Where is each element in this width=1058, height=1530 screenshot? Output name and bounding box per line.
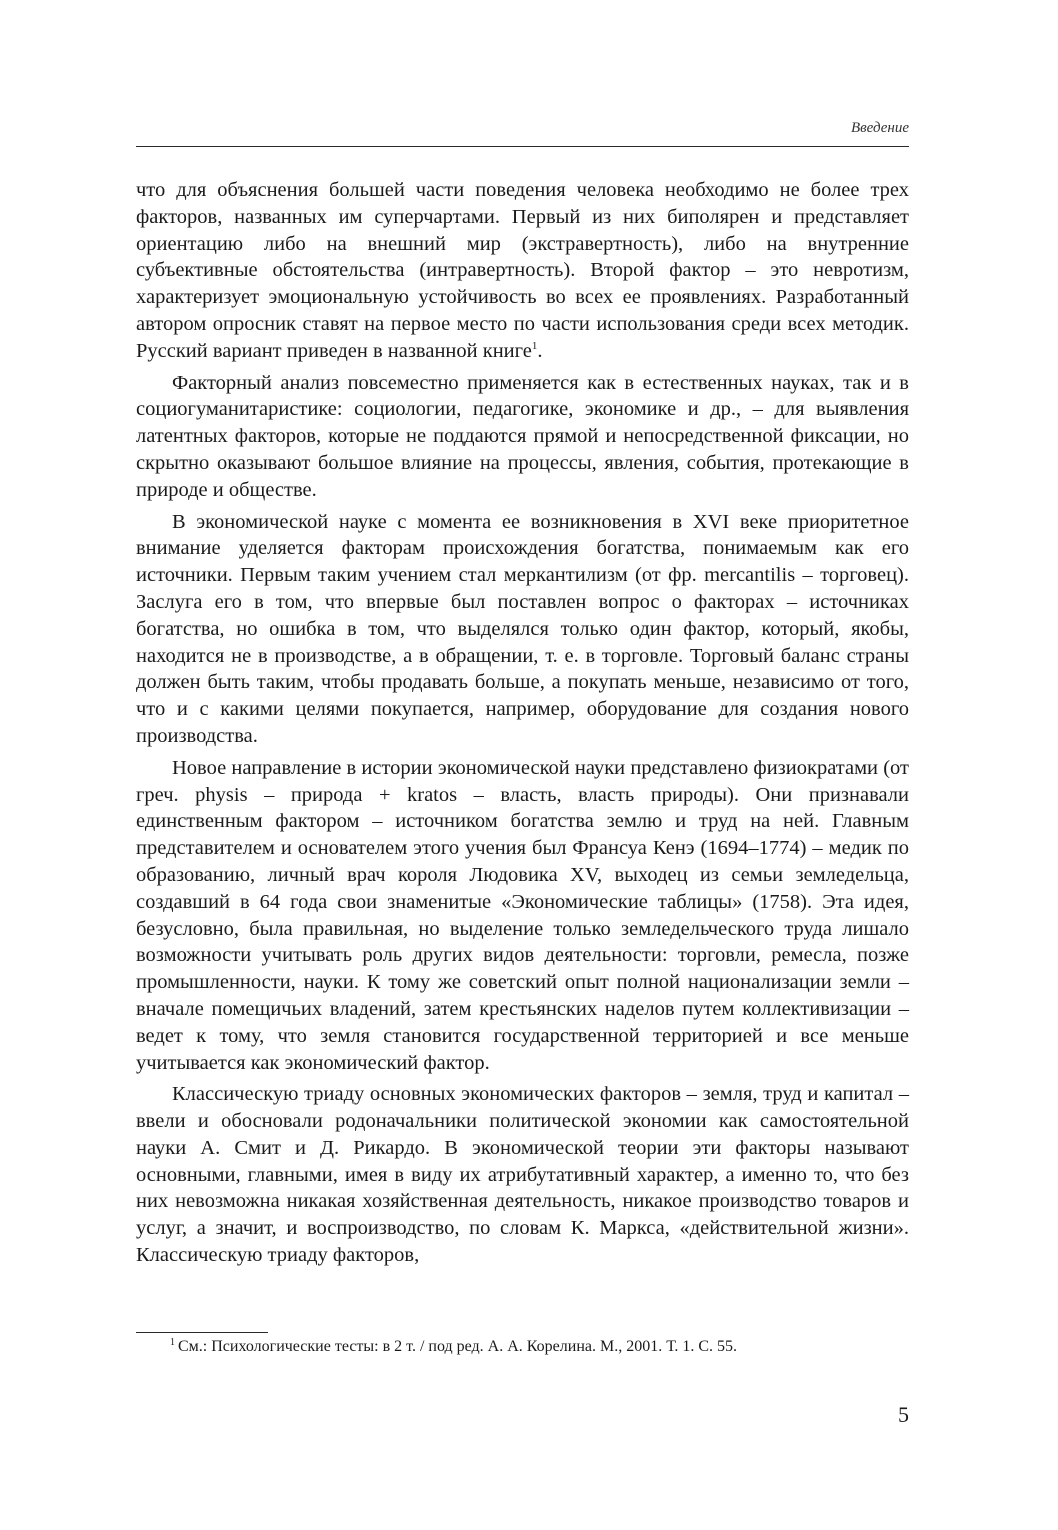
footnote-text: См.: Психологические тесты: в 2 т. / под ред. А. А. Корелина. М., 2001. Т. 1. С. 55. (178, 1338, 738, 1355)
running-title: Введение (851, 120, 909, 136)
main-text (136, 177, 909, 1269)
footnote-rule (136, 1332, 268, 1333)
paragraph-1 (136, 177, 909, 365)
page-number: 5 (898, 1402, 909, 1427)
paragraph-2: Факторный анализ повсеместно применяется как в естественных науках, так и в социогуманитаристике: социологии, педагогике, экономике и др., – для выявления латентных факторов, которые не поддаются прямой и непосредственной фиксации, но скрытно оказывают большое влияние на процессы, явления, события, протекающие в природе и обществе. (136, 371, 909, 501)
paragraph-5: Классическую триаду основных экономических факторов – земля, труд и капитал – ввели и обосновали родоначальники политической экономии как самостоятельной науки А. Смит и Д. Рикардо. В экономической теории эти факторы называют основными, главными, имея в виду их атрибутативный характер, а именно то, что без них невозможна никакая хозяйственная деятельность, никакое производство товаров и услуг, а значит, и воспроизводство, по словам К. Маркса, «действительной жизни». Классическую триаду факторов, (136, 1083, 909, 1267)
footnote-reference[interactable]: 1 (531, 339, 538, 352)
footnote (170, 1336, 909, 1358)
paragraph-3: В экономической науке с момента ее возникновения в XVI веке приоритетное внимание уделяется факторам происхождения богатства, понимаемым как его источники. Первым таким учением стал меркантилизм (от фр. mercantilis – торговец). Заслуга его в том, что впервые был поставлен вопрос о факторах – источниках богатства, но ошибка в том, что выделялся только один фактор, который, якобы, находится не в производстве, а в обращении, т. е. в торговле. Торговый баланс страны должен быть таким, чтобы продавать больше, а покупать меньше, независимо от того, что и с какими целями покупается, например, оборудование для создания нового производства. (136, 510, 909, 747)
paragraph-1-text: что для объяснения большей части поведения человека необходимо не более трех факторов, названных им суперчартами. Первый из них биполярен и представляет ориентацию либо на внешний мир (экстравертность), либо на внутренние субъективные обстоятельства (интравертность). Второй фактор – это невротизм, характеризует эмоциональную устойчивость во всех ее проявлениях. Разработанный автором опросник ставят на первое место по части использования среди всех методик. Русский вариант приведен в названной книге (136, 179, 909, 362)
header-rule (136, 146, 909, 147)
paragraph-1-end: . (537, 339, 543, 362)
footnote-marker: 1 (170, 1336, 175, 1348)
paragraph-4: Новое направление в истории экономической науки представлено физиократами (от греч. physis – природа + kratos – власть, власть природы). Они признавали единственным фактором – источником богатства землю и труд на ней. Главным представителем и основателем этого учения был Франсуа Кенэ (1694–1774) – медик по образованию, личный врач короля Людовика XV, выходец из семьи земледельца, создавший в 64 года свои знаменитые «Экономические таблицы» (1758). Эта идея, безусловно, была правильная, но выделение только земледельческого труда лишало возможности учитывать роль других видов деятельности: торговли, ремесла, позже промышленности, науки. К тому же советский опыт полной национализации земли – вначале помещичьих владений, затем крестьянских наделов путем коллективизации – ведет к тому, что земля становится государственной территорией и все меньше учитывается как экономический фактор. (136, 756, 909, 1074)
